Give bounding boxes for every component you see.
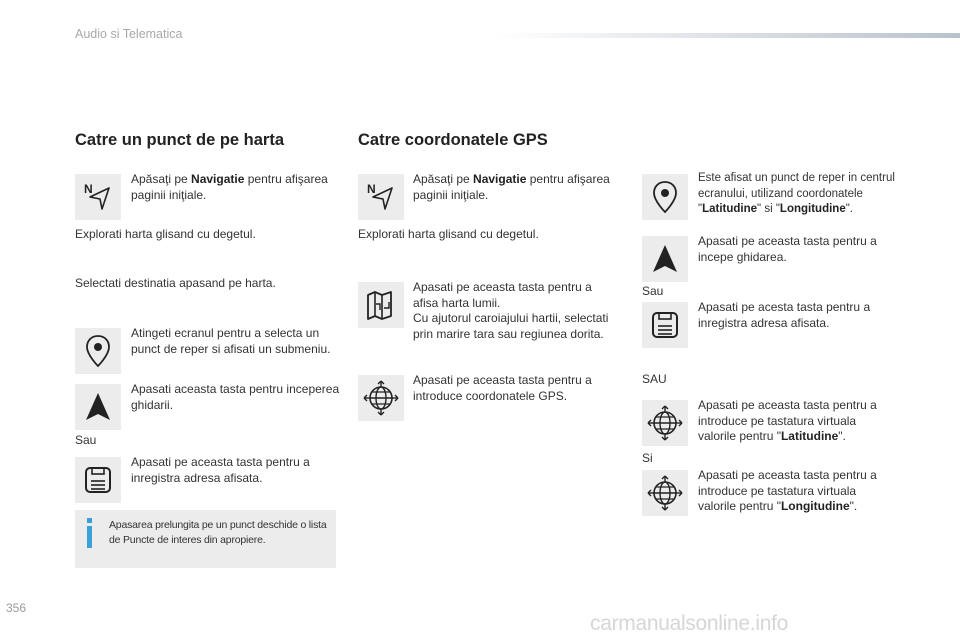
north-arrow-icon xyxy=(358,174,404,220)
step-open-navigation-gps: Apăsaţi pe Navigatie pentru afişarea paginii iniţiale. xyxy=(413,172,610,202)
svg-text:N: N xyxy=(367,182,376,196)
save-disk-icon xyxy=(642,302,688,348)
world-map-icon xyxy=(358,282,404,328)
save-disk-icon xyxy=(75,457,121,503)
globe-arrows-icon xyxy=(642,400,688,446)
north-arrow-icon xyxy=(75,174,121,220)
step-enter-gps: Apasati pe aceasta tasta pentru a introduce coordonatele GPS. xyxy=(413,373,592,403)
watermark: carmanualsonline.info xyxy=(590,612,788,635)
step-marker-displayed: Este afisat un punct de reper in centrul ecranului, utilizand coordonatele "Latitudine" si "Longitudine". xyxy=(698,172,895,215)
or-label: Sau xyxy=(642,284,664,298)
map-pin-icon xyxy=(642,174,688,220)
step-enter-latitude: Apasati pe aceasta tasta pentru a introduce pe tastatura virtuala valorile pentru "Latitudine". xyxy=(698,398,877,443)
running-header: Audio si Telematica xyxy=(75,27,183,41)
step-select-destination: Selectati destinatia apasand pe harta. xyxy=(75,276,276,290)
globe-arrows-icon xyxy=(642,470,688,516)
and-label: Si xyxy=(642,451,653,465)
info-icon xyxy=(85,518,95,548)
map-pin-icon xyxy=(75,328,121,374)
guidance-arrow-icon xyxy=(642,236,688,282)
header-rule xyxy=(495,33,960,38)
globe-arrows-icon xyxy=(358,375,404,421)
step-enter-longitude: Apasati pe aceasta tasta pentru a introduce pe tastatura virtuala valorile pentru "Longitudine". xyxy=(698,468,877,513)
step-open-navigation: Apăsaţi pe Navigatie pentru afişarea paginii iniţiale. xyxy=(131,172,328,202)
guidance-arrow-icon xyxy=(75,384,121,430)
svg-text:N: N xyxy=(84,182,93,196)
step-touch-screen: Atingeti ecranul pentru a selecta un punct de reper si afisati un submeniu. xyxy=(131,326,331,356)
info-note xyxy=(75,510,336,568)
step-start-guidance-gps: Apasati pe aceasta tasta pentru a incepe ghidarea. xyxy=(698,234,877,264)
step-start-guidance: Apasati aceasta tasta pentru inceperea ghidarii. xyxy=(131,382,340,412)
section-heading-gps: Catre coordonatele GPS xyxy=(358,131,548,149)
section-heading-map-point: Catre un punct de pe harta xyxy=(75,131,285,149)
step-save-address: Apasati pe aceasta tasta pentru a inregistra adresa afisata. xyxy=(131,455,310,485)
step-explore-map-gps: Explorati harta glisand cu degetul. xyxy=(358,227,539,241)
or-label: Sau xyxy=(75,433,97,447)
or-label-caps: SAU xyxy=(642,372,667,386)
step-explore-map: Explorati harta glisand cu degetul. xyxy=(75,227,256,241)
page-number: 356 xyxy=(6,601,27,615)
step-world-map: Apasati pe aceasta tasta pentru a afisa harta lumii. Cu ajutorul caroiajului hartii, selectati prin marire tara sau regiunea dorita. xyxy=(413,280,609,341)
step-save-address-gps: Apasati pe acesta tasta pentru a inregistra adresa afisata. xyxy=(698,300,871,330)
note-text: Apasarea prelungita pe un punct deschide o lista de Puncte de interes din apropiere. xyxy=(109,519,327,546)
